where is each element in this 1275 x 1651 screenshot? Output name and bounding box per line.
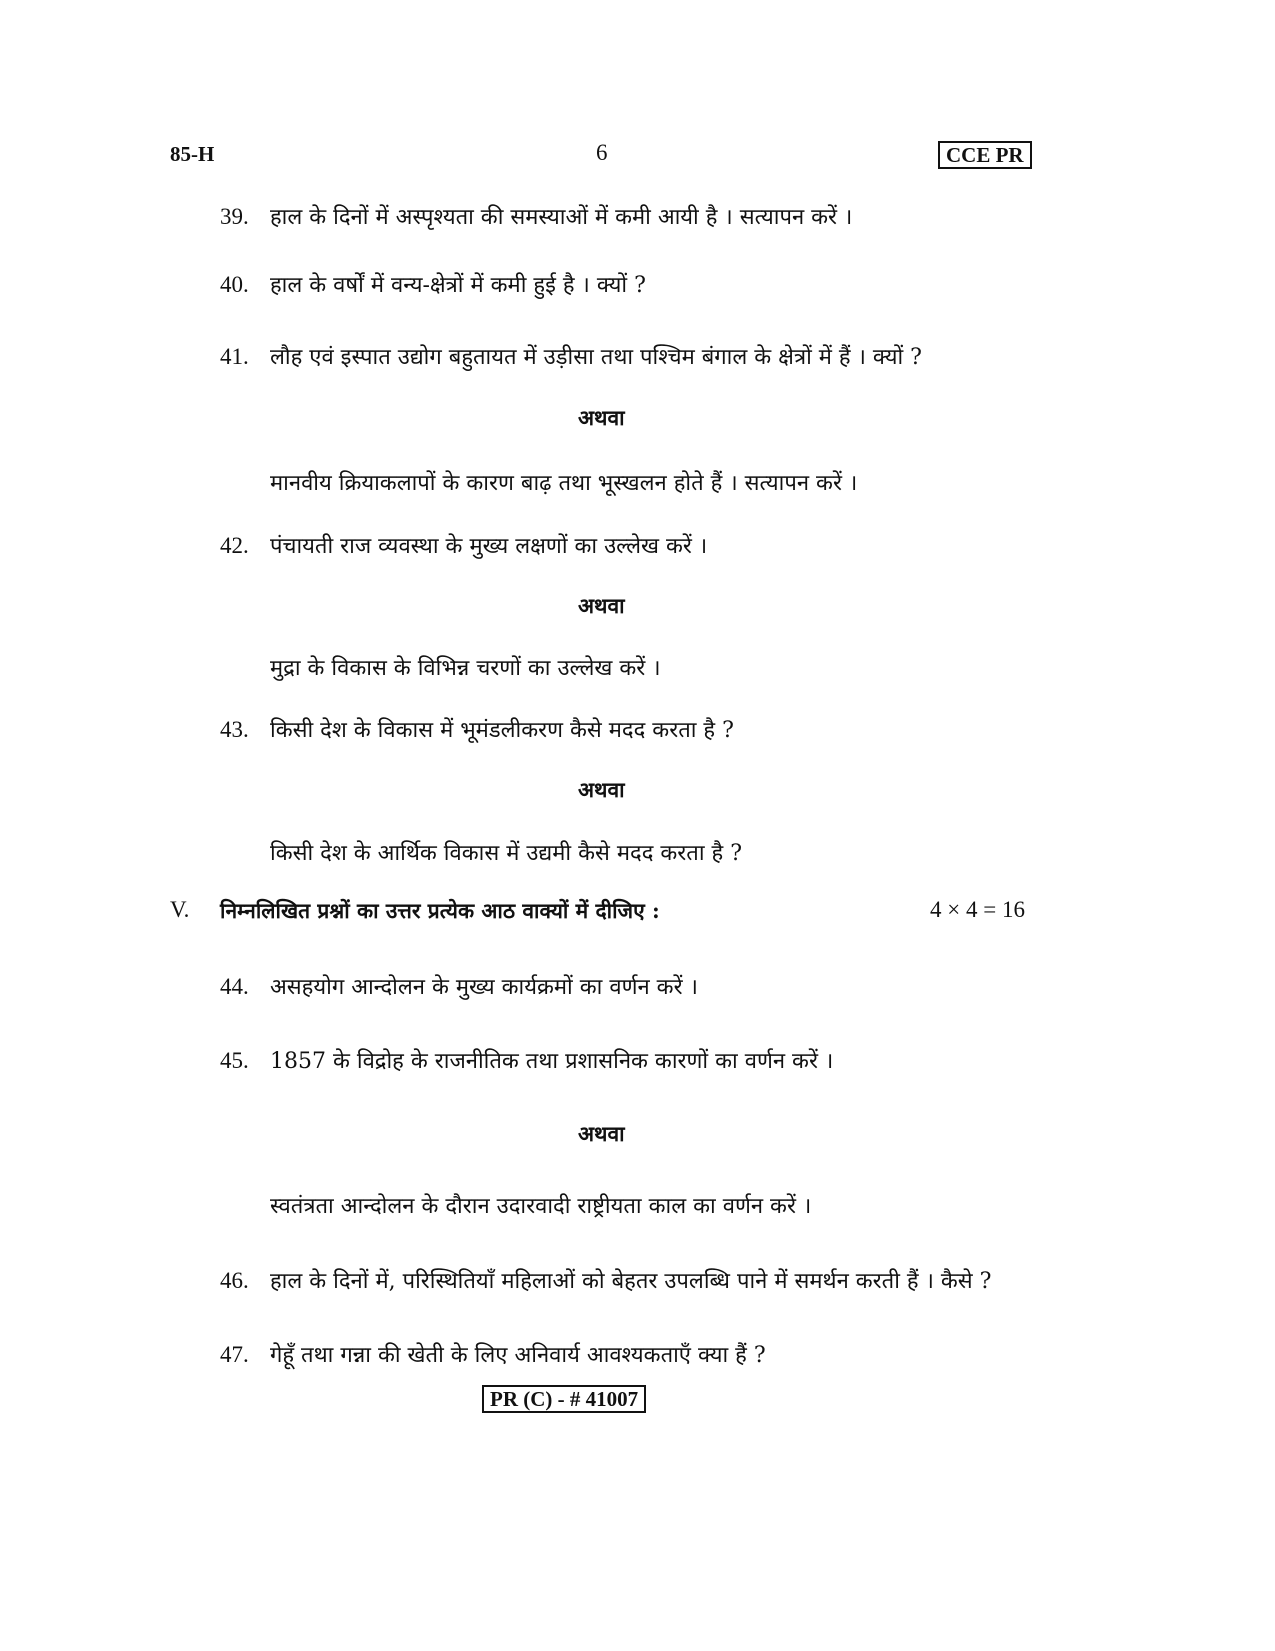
question-number: 40. [220, 272, 249, 297]
question-number: 39. [220, 204, 249, 229]
question-number: 44. [220, 974, 249, 999]
question-40 [220, 269, 646, 299]
question-45 [220, 1045, 833, 1075]
question-43 [220, 714, 734, 744]
question-46 [220, 1265, 991, 1295]
question-44 [220, 971, 698, 1001]
question-text: पंचायती राज व्यवस्था के मुख्य लक्षणों का उल्लेख करें । [270, 534, 708, 559]
question-text: हाल के वर्षों में वन्य-क्षेत्रों में कमी हुई है । क्यों ? [270, 273, 646, 298]
question-41-alternative: मानवीय क्रियाकलापों के कारण बाढ़ तथा भूस्खलन होते हैं । सत्यापन करें । [270, 471, 858, 496]
or-divider: अथवा [578, 593, 625, 618]
page-number: 6 [596, 140, 608, 165]
question-number: 46. [220, 1268, 249, 1293]
or-divider: अथवा [578, 405, 625, 430]
question-47 [220, 1339, 766, 1369]
paper-code: 85-H [170, 142, 215, 166]
question-text: किसी देश के विकास में भूमंडलीकरण कैसे मदद करता है ? [270, 718, 734, 743]
question-text: 1857 के विद्रोह के राजनीतिक तथा प्रशासनिक कारणों का वर्णन करें । [270, 1049, 834, 1074]
question-text: हाल के दिनों में, परिस्थितियाँ महिलाओं को बेहतर उपलब्धि पाने में समर्थन करती हैं । कैसे ? [270, 1269, 992, 1294]
section-marks: 4 × 4 = 16 [930, 897, 1025, 922]
question-text: हाल के दिनों में अस्पृश्यता की समस्याओं में कमी आयी है । सत्यापन करें । [270, 205, 853, 230]
question-42 [220, 530, 707, 560]
question-number: 43. [220, 717, 249, 742]
question-text: गेहूँ तथा गन्ना की खेती के लिए अनिवार्य आवश्यकताएँ क्या हैं ? [270, 1343, 766, 1368]
question-text: असहयोग आन्दोलन के मुख्य कार्यक्रमों का वर्णन करें । [270, 975, 698, 1000]
section-instruction: निम्नलिखित प्रश्नों का उत्तर प्रत्येक आठ वाक्यों में दीजिए : [220, 898, 660, 923]
question-number: 41. [220, 344, 249, 369]
or-divider: अथवा [578, 777, 625, 802]
question-42-alternative: मुद्रा के विकास के विभिन्न चरणों का उल्लेख करें । [270, 656, 661, 681]
footer-code: PR (C) - # 41007 [482, 1385, 646, 1413]
question-43-alternative: किसी देश के आर्थिक विकास में उद्यमी कैसे मदद करता है ? [270, 841, 742, 866]
header-box-label: CCE PR [938, 141, 1032, 169]
question-text: लौह एवं इस्पात उद्योग बहुतायत में उड़ीसा तथा पश्चिम बंगाल के क्षेत्रों में हैं । क्यों ? [270, 345, 922, 370]
or-divider: अथवा [578, 1121, 625, 1146]
question-39 [220, 201, 852, 231]
question-number: 47. [220, 1342, 249, 1367]
question-number: 45. [220, 1048, 249, 1073]
question-41 [220, 341, 922, 371]
question-45-alternative: स्वतंत्रता आन्दोलन के दौरान उदारवादी राष्ट्रीयता काल का वर्णन करें । [270, 1194, 812, 1219]
question-number: 42. [220, 533, 249, 558]
section-number: V. [170, 897, 190, 922]
